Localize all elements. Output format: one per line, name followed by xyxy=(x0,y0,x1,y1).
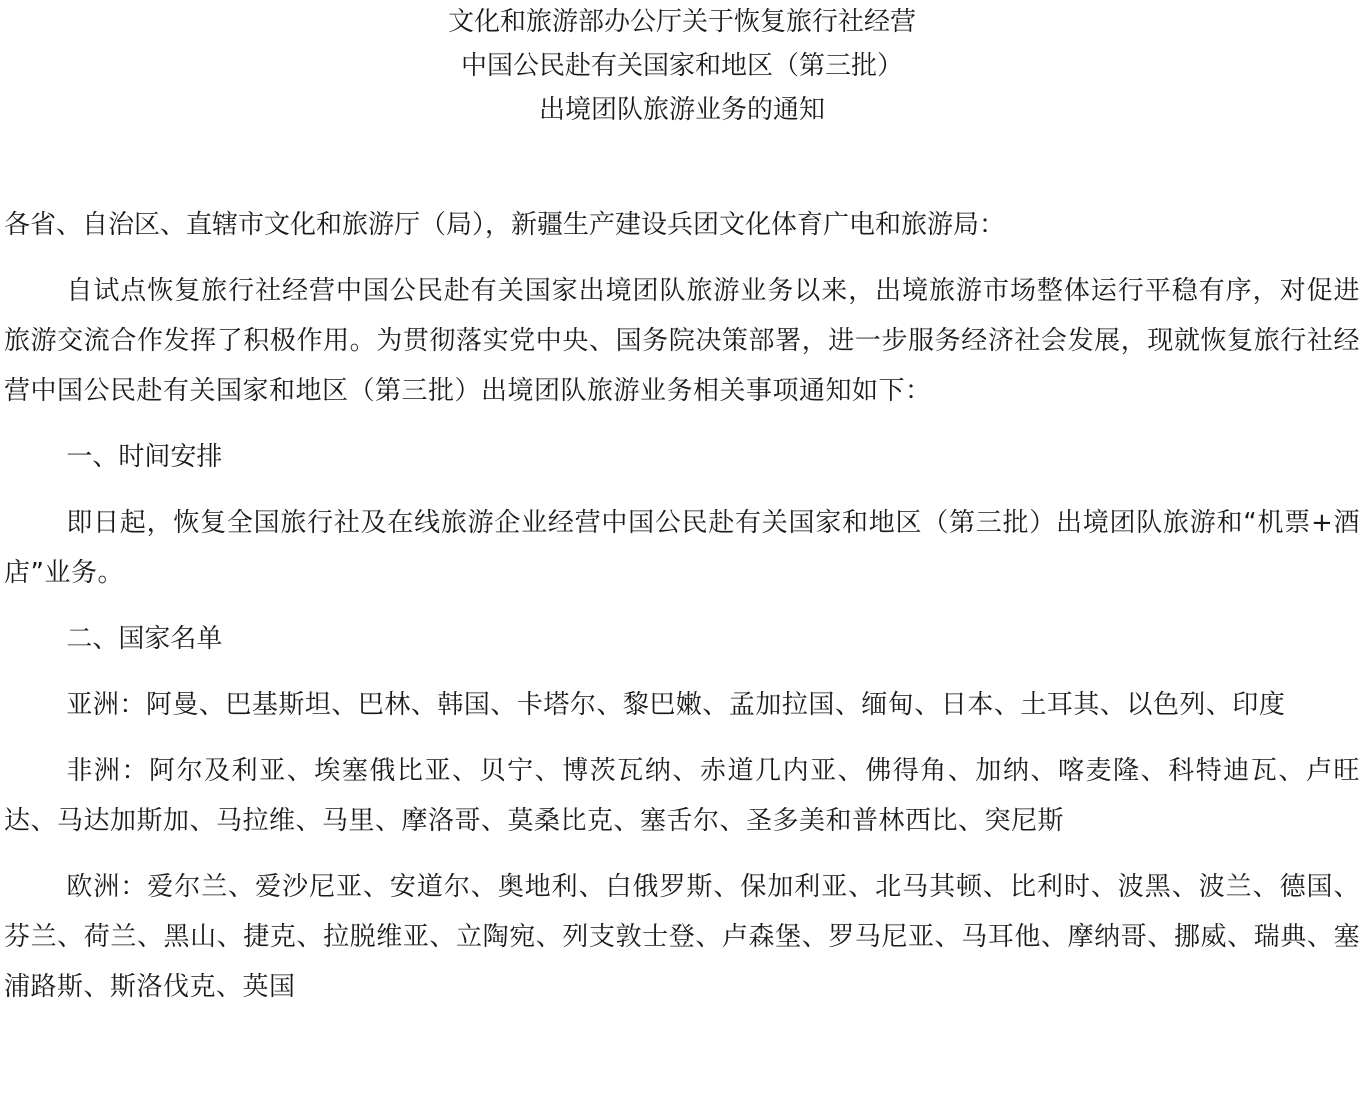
section-1-text: 即日起，恢复全国旅行社及在线旅游企业经营中国公民赴有关国家和地区（第三批）出境团队旅游和“机票+酒店”业务。 xyxy=(4,508,1360,588)
document-title xyxy=(4,0,1360,132)
title-line-2: 中国公民赴有关国家和地区（第三批） xyxy=(460,51,903,81)
asia-country-list: 亚洲：阿曼、巴基斯坦、巴林、韩国、卡塔尔、黎巴嫩、孟加拉国、缅甸、日本、土耳其、以色列、印度 xyxy=(66,690,1286,720)
europe-country-list: 欧洲：爱尔兰、爱沙尼亚、安道尔、奥地利、白俄罗斯、保加利亚、北马其顿、比利时、波黑、波兰、德国、芬兰、荷兰、黑山、捷克、拉脱维亚、立陶宛、列支敦士登、卢森堡、罗马尼亚、马耳他、摩纳哥、挪威、瑞典、塞浦路斯、斯洛伐克、英国 xyxy=(4,872,1360,1002)
title-line-3: 出境团队旅游业务的通知 xyxy=(538,95,825,125)
section-2-heading: 二、国家名单 xyxy=(66,624,223,654)
salutation: 各省、自治区、直辖市文化和旅游厅（局），新疆生产建设兵团文化体育广电和旅游局： xyxy=(4,210,1006,240)
africa-country-list: 非洲：阿尔及利亚、埃塞俄比亚、贝宁、博茨瓦纳、赤道几内亚、佛得角、加纳、喀麦隆、科特迪瓦、卢旺达、马达加斯加、马拉维、马里、摩洛哥、莫桑比克、塞舌尔、圣多美和普林西比、突尼斯 xyxy=(4,756,1360,836)
section-1-heading: 一、时间安排 xyxy=(66,442,223,472)
document xyxy=(4,0,1360,1012)
intro-paragraph: 自试点恢复旅行社经营中国公民赴有关国家出境团队旅游业务以来，出境旅游市场整体运行平稳有序，对促进旅游交流合作发挥了积极作用。为贯彻落实党中央、国务院决策部署，进一步服务经济社会发展，现就恢复旅行社经营中国公民赴有关国家和地区（第三批）出境团队旅游业务相关事项通知如下： xyxy=(4,276,1360,406)
title-line-1: 文化和旅游部办公厅关于恢复旅行社经营 xyxy=(447,7,916,37)
